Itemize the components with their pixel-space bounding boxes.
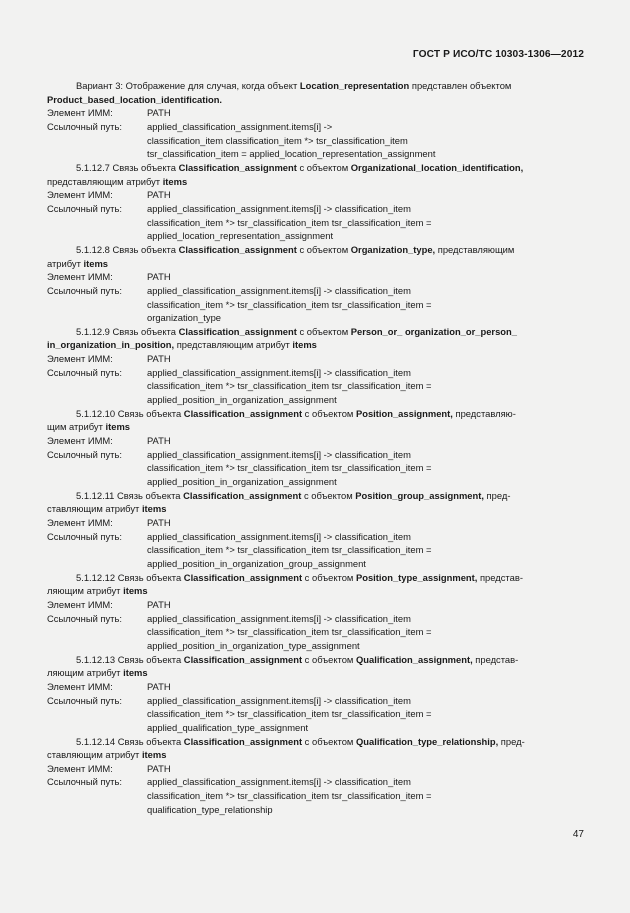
section-number: 5.1.12.10 [76,407,116,419]
element-value: PATH [147,189,171,201]
element-row [47,106,583,120]
section-text: представляющим атрибут [174,339,293,351]
element-label: Элемент ИММ: [47,435,113,447]
element-label: Элемент ИММ: [47,680,113,692]
section-text: с объектом [302,653,356,665]
ref-path-line: classification_item *> tsr_classification_item tsr_classification_item = [147,790,432,802]
document-body [47,79,583,816]
ref-path-line: classification_item *> tsr_classification_item tsr_classification_item = [147,462,432,474]
ref-path-label: Ссылочный путь: [47,120,122,132]
section-entity: Classification_assignment [183,571,303,583]
section-entity: Position_assignment, [355,407,453,419]
ref-path-line: applied_position_in_organization_group_assignment [147,557,366,569]
section-heading [47,407,583,421]
ref-path-label: Ссылочный путь: [47,366,122,378]
element-value: PATH [147,680,171,692]
section-text: атрибут [47,257,84,269]
ref-path-label: Ссылочный путь: [47,202,122,214]
element-label: Элемент ИММ: [47,517,113,528]
section-block [47,489,583,571]
section-block [47,243,583,325]
section-text: Связь объекта [109,325,179,337]
ref-path-label: Ссылочный путь: [47,776,122,788]
section-number: 5.1.12.11 [76,489,115,501]
section-entity: Classification_assignment [178,325,297,337]
element-label: Элемент ИММ: [47,762,113,774]
section-entity: Organization_type, [350,243,436,255]
element-row [47,352,583,366]
variant-line2 [47,93,583,107]
section-attribute: items [123,667,148,679]
section-text: представляющим [435,243,515,255]
ref-path-line: classification_item *> tsr_classification_item tsr_classification_item = [147,216,432,228]
element-label: Элемент ИММ: [47,598,113,610]
section-text: представ- [472,653,519,665]
element-row [47,434,583,448]
section-entity: Classification_assignment [178,161,297,173]
ref-path-line: applied_classification_assignment.items[i] -> classification_item [147,448,411,460]
ref-path-line: applied_position_in_organization_assignment [147,394,337,406]
ref-path-line: applied_classification_assignment.items[i] -> classification_item [147,776,411,788]
ref-path-row [47,612,583,626]
section-text: Связь объекта [109,243,179,255]
section-line2 [47,666,583,680]
variant-text: Вариант 3: Отображение для случая, когда объект [76,80,300,91]
element-row [47,680,583,694]
section-block [47,161,583,243]
section-text: с объектом [296,325,351,337]
ref-path-line: classification_item *> tsr_classification_item tsr_classification_item = [147,544,432,556]
section-text: с объектом [302,571,356,583]
section-text: с объектом [296,243,351,255]
section-attribute: items [105,421,131,433]
section-line2 [47,502,583,516]
element-row [47,188,583,202]
variant-text: представлен объектом [409,80,512,91]
element-row [47,762,583,776]
variant-paragraph [47,79,583,93]
section-heading [47,489,583,503]
element-value: PATH [147,107,171,119]
section-text: Связь объекта [109,161,179,173]
section-heading [47,325,583,339]
sections-list [47,161,583,817]
section-heading [47,571,583,585]
section-attribute: items [123,585,148,597]
ref-path-row [47,448,583,462]
element-row [47,516,583,530]
section-text: щим атрибут [47,421,106,433]
section-text: ляющим атрибут [47,585,124,597]
section-line2 [47,584,583,598]
element-value: PATH [147,762,171,774]
page-number: 47 [572,829,584,840]
ref-path-row [47,202,583,216]
section-attribute: items [141,749,167,761]
ref-path-label: Ссылочный путь: [47,694,122,706]
element-label: Элемент ИММ: [47,107,113,119]
section-number: 5.1.12.14 [76,735,116,747]
ref-path-line: classification_item classification_item *> tsr_classification_item [147,134,408,146]
section-text: Связь объекта [115,735,184,747]
ref-path-line: applied_position_in_organization_assignment [147,476,337,488]
section-block [47,735,583,817]
ref-path-row [47,694,583,708]
ref-path-line: classification_item *> tsr_classification_item tsr_classification_item = [147,298,432,310]
section-entity: Classification_assignment [183,489,302,501]
ref-path-line: tsr_classification_item = applied_location_representation_assignment [147,148,436,160]
ref-path-line: applied_classification_assignment.items[i] -> classification_item [147,530,411,542]
section-text: пред- [483,489,511,501]
section-entity: Position_type_assignment, [355,571,478,583]
section-text: Связь объекта [115,571,184,583]
section-line2 [47,257,583,271]
ref-path-row [47,366,583,380]
section-line2 [47,748,583,762]
section-number: 5.1.12.12 [76,571,116,583]
section-heading [47,735,583,749]
ref-path-label: Ссылочный путь: [47,448,122,460]
variant-entity: Product_based_location_identification. [47,93,223,105]
section-text: пред- [498,735,525,747]
ref-path-line: applied_location_representation_assignment [147,230,334,242]
section-number: 5.1.12.8 [76,243,110,255]
section-entity: Classification_assignment [183,407,303,419]
ref-path-label: Ссылочный путь: [47,530,122,542]
section-text: Связь объекта [115,653,184,665]
ref-path-line: classification_item *> tsr_classification_item tsr_classification_item = [147,708,432,720]
section-text: ставляющим атрибут [47,503,142,515]
section-heading [47,243,583,257]
ref-path-line: applied_classification_assignment.items[i] -> classification_item [147,612,411,624]
section-entity: Classification_assignment [183,735,303,747]
ref-path-row [47,530,583,544]
ref-path-line: applied_classification_assignment.items[i] -> classification_item [147,366,411,378]
section-line2 [47,420,583,434]
element-label: Элемент ИММ: [47,271,113,283]
element-label: Элемент ИММ: [47,189,113,201]
section-text: с объектом [301,489,356,501]
section-text: Связь объекта [115,407,184,419]
element-row [47,598,583,612]
section-block [47,571,583,653]
section-block [47,653,583,735]
section-entity: in_organization_in_position, [47,339,175,351]
ref-path-row [47,284,583,298]
section-line2 [47,338,583,352]
element-value: PATH [147,598,171,610]
section-attribute: items [141,503,167,515]
ref-path-line: applied_classification_assignment.items[i] -> classification_item [147,694,411,706]
ref-path-line: applied_classification_assignment.items[i] -> classification_item [147,202,411,214]
section-attribute: items [162,175,188,187]
ref-path-label: Ссылочный путь: [47,612,122,624]
element-value: PATH [147,435,171,447]
variant-entity: Location_representation [299,80,410,91]
ref-path-row [47,775,583,789]
section-heading [47,161,583,175]
section-text: ляющим атрибут [47,667,124,679]
element-row [47,270,583,284]
section-text: представляющим атрибут [47,175,163,187]
section-text: с объектом [302,407,356,419]
ref-path-line: organization_type [147,312,222,324]
section-entity: Classification_assignment [183,653,303,665]
ref-path-line: applied_classification_assignment.items[i] -> [147,120,333,132]
section-attribute: items [292,339,317,351]
ref-path-line: classification_item *> tsr_classification_item tsr_classification_item = [147,380,432,392]
section-line2 [47,175,583,189]
document-header: ГОСТ Р ИСО/ТС 10303-1306—2012 [412,49,584,60]
ref-path-line: applied_position_in_organization_type_assignment [147,639,360,651]
ref-path-line: applied_qualification_type_assignment [147,721,309,733]
section-text: ставляющим атрибут [47,749,142,761]
ref-path-row [47,120,583,134]
element-value: PATH [147,353,171,365]
section-text: представ- [477,571,523,583]
section-text: представляю- [452,407,516,419]
element-label: Элемент ИММ: [47,353,113,365]
section-number: 5.1.12.13 [76,653,116,665]
ref-path-label: Ссылочный путь: [47,284,122,296]
section-entity: Qualification_type_relationship, [355,735,499,747]
section-entity: Classification_assignment [178,243,297,255]
section-entity: Organizational_location_identification, [350,161,524,173]
section-heading [47,653,583,667]
section-entity: Qualification_assignment, [355,653,473,665]
ref-path-line: qualification_type_relationship [147,803,273,815]
section-text: Связь объекта [114,489,184,501]
section-block [47,407,583,489]
section-block [47,325,583,407]
section-entity: Person_or_ organization_or_person_ [350,325,517,337]
ref-path-line: applied_classification_assignment.items[i] -> classification_item [147,284,411,296]
element-value: PATH [147,271,171,283]
section-entity: Position_group_assignment, [355,489,484,501]
section-text: с объектом [296,161,351,173]
section-attribute: items [83,257,109,269]
ref-path-line: classification_item *> tsr_classification_item tsr_classification_item = [147,626,432,638]
section-number: 5.1.12.9 [76,325,110,337]
element-value: PATH [147,517,171,528]
section-text: с объектом [302,735,356,747]
section-number: 5.1.12.7 [76,161,110,173]
